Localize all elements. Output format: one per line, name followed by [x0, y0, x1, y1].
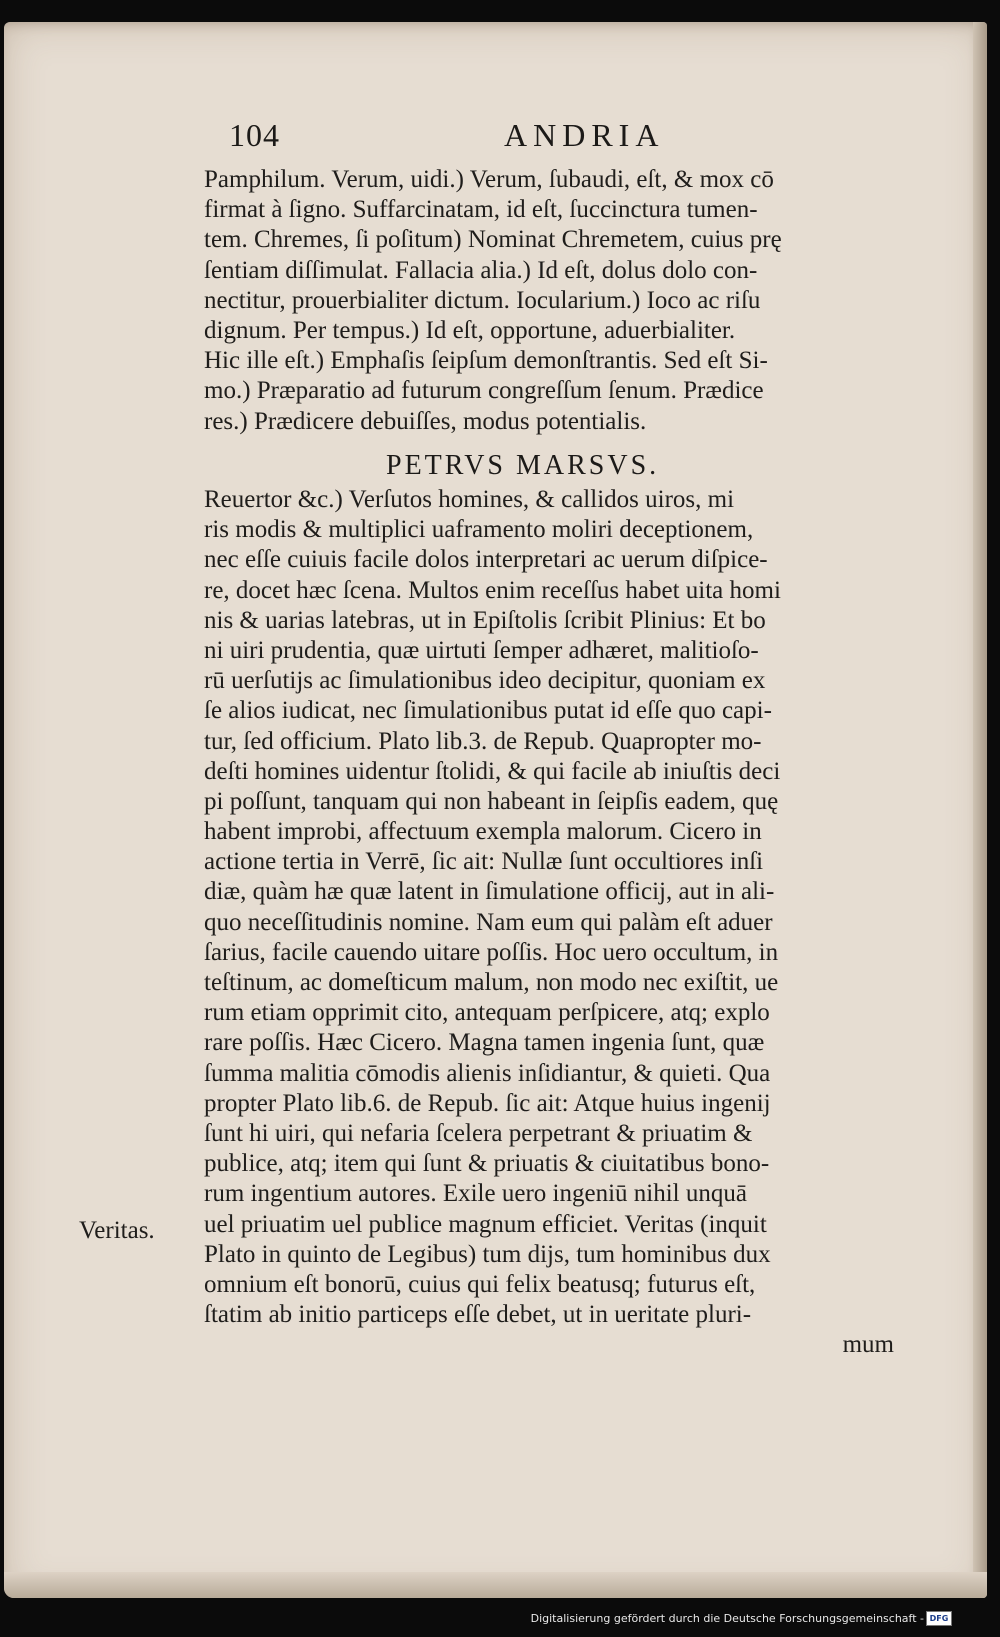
- text-line: publice, atq; item qui ſunt & priuatis & ciuitatibus bono-: [204, 1150, 770, 1178]
- text-line: pi poſſunt, tanquam qui non habeant in ſeipſis eadem, quę: [204, 787, 779, 815]
- running-title: ANDRIA: [504, 117, 665, 153]
- marginal-note: Veritas.: [79, 1217, 155, 1244]
- book-page: [4, 22, 987, 1598]
- text-line: rum etiam opprimit cito, antequam perſpicere, atq; explo: [204, 999, 770, 1027]
- text-line: ſumma malitia cōmodis alienis inſidiantur, & quieti. Qua: [204, 1059, 771, 1087]
- text-line: Reuertor &c.) Verſutos homines, & callidos uiros, mi: [204, 486, 735, 513]
- dfg-logo-icon: DFG: [926, 1611, 952, 1626]
- text-line: uel priuatim uel publice magnum efficiet. Veritas (inquit: [204, 1210, 767, 1238]
- text-line: ni uiri prudentia, quæ uirtuti ſemper adhæret, malitioſo-: [204, 636, 759, 664]
- text-line: habent improbi, affectuum exempla malorum. Cicero in: [204, 818, 762, 846]
- text-line: deſti homines uidentur ſtolidi, & qui facile ab iniuſtis deci: [204, 757, 781, 785]
- text-line: Hic ille eſt.) Emphaſis ſeipſum demonſtrantis. Sed eſt Si-: [204, 347, 768, 375]
- text-line: Plato in quinto de Legibus) tum dijs, tum hominibus dux: [204, 1240, 771, 1268]
- text-line: dignum. Per tempus.) Id eſt, opportune, aduerbialiter.: [204, 316, 736, 344]
- text-line: omnium eſt bonorū, cuius qui felix beatusq; futurus eſt,: [204, 1270, 756, 1298]
- text-line: ſunt hi uiri, qui nefaria ſcelera perpetrant & priuatim &: [204, 1119, 753, 1147]
- page-edge-bottom: [4, 1572, 987, 1598]
- page-edge-right: [973, 22, 987, 1598]
- text-line: rū uerſutijs ac ſimulationibus ideo decipitur, quoniam ex: [204, 667, 766, 695]
- text-line: tur, ſed officium. Plato lib.3. de Repub. Quapropter mo-: [204, 727, 762, 755]
- commentary-main: [204, 485, 939, 1360]
- text-line: ſtatim ab initio particeps eſſe debet, ut in ueritate pluri-: [204, 1301, 752, 1329]
- digitization-footer: [0, 1600, 1000, 1637]
- text-line: mo.) Præparatio ad futurum congreſſum ſenum. Prædice: [204, 377, 764, 405]
- text-line: nectitur, prouerbialiter dictum. Iocularium.) Ioco ac riſu: [204, 286, 761, 314]
- text-line: nis & uarias latebras, ut in Epiſtolis ſcribit Plinius: Et bo: [204, 606, 766, 634]
- text-line: res.) Prædicere debuiſſes, modus potentialis.: [204, 407, 647, 435]
- text-line: rare poſſis. Hæc Cicero. Magna tamen ingenia ſunt, quæ: [204, 1029, 765, 1057]
- commentary-top: [204, 165, 939, 437]
- text-line: Pamphilum. Verum, uidi.) Verum, ſubaudi, eſt, & mox cō: [204, 166, 774, 193]
- text-line: ſe alios iudicat, nec ſimulationibus putat id eſſe quo capi-: [204, 697, 772, 725]
- text-line: mum: [842, 1331, 894, 1359]
- section-heading: PETRVS MARSVS.: [386, 450, 660, 481]
- text-line: firmat à ſigno. Suffarcinatam, id eſt, ſuccinctura tumen-: [204, 196, 758, 224]
- funding-credit: Digitalisierung gefördert durch die Deutsche Forschungsgemeinschaft -: [530, 1612, 924, 1625]
- text-line: ſentiam diſſimulat. Fallacia alia.) Id eſt, dolus dolo con-: [204, 256, 758, 284]
- text-line: nec eſſe cuiuis facile dolos interpretari ac uerum diſpice-: [204, 546, 768, 574]
- text-line: rum ingentium autores. Exile uero ingeniū nihil unquā: [204, 1180, 747, 1208]
- text-line: diæ, quàm hæ quæ latent in ſimulatione officij, aut in ali-: [204, 878, 775, 906]
- text-line: actione tertia in Verrē, ſic ait: Nullæ ſunt occultiores inſi: [204, 848, 764, 876]
- text-line: propter Plato lib.6. de Repub. ſic ait: Atque huius ingenij: [204, 1089, 771, 1117]
- text-line: tem. Chremes, ſi poſitum) Nominat Chremetem, cuius prę: [204, 226, 782, 254]
- text-line: ris modis & multiplici uaframento moliri deceptionem,: [204, 516, 754, 544]
- text-line: quo neceſſitudinis nomine. Nam eum qui palàm eſt aduer: [204, 908, 773, 936]
- page-header: [229, 117, 929, 167]
- text-line: teſtinum, ac domeſticum malum, non modo nec exiſtit, ue: [204, 969, 779, 996]
- text-line: re, docet hæc ſcena. Multos enim receſſus habet uita homi: [204, 576, 781, 604]
- text-line: ſarius, facile cauendo uitare poſſis. Hoc uero occultum, in: [204, 938, 779, 966]
- page-number: 104: [229, 117, 280, 153]
